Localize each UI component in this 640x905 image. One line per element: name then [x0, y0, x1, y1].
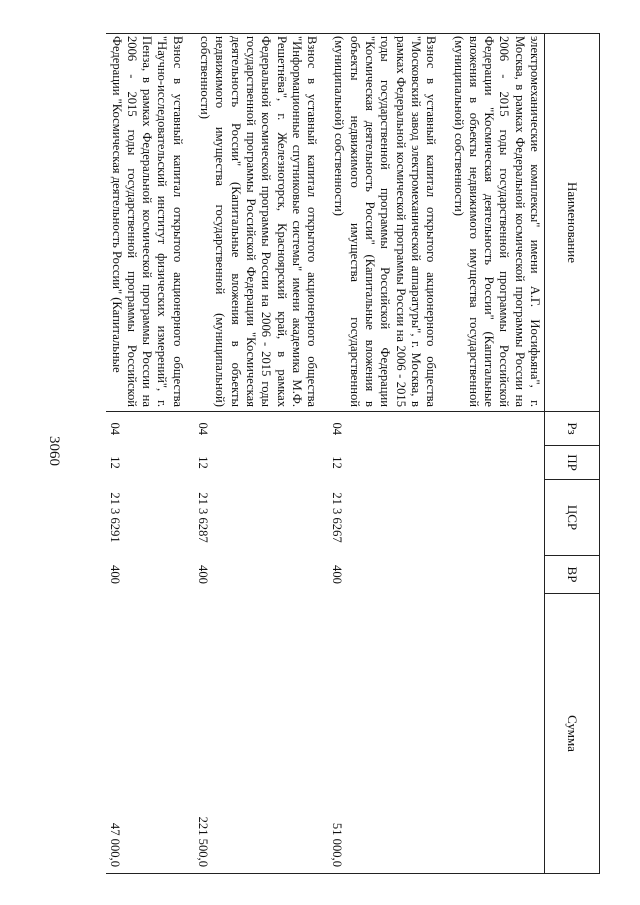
table-row — [448, 34, 544, 874]
header-name: Наименование — [545, 34, 600, 412]
table-row — [195, 34, 321, 874]
budget-table — [106, 33, 600, 874]
row-pr: 12 — [330, 456, 345, 469]
header-vr: ВР — [545, 556, 600, 594]
row-name: Взнос в уставный капитал открытого акционерного общества "Информационные спутниковые системы" имени академика М.Ф. Решетнёва", г. Железногорск, Красноярский край, в рамках Федеральной космической программы России на 2006 - 2015 годы государственной программы Российской Федерации "Космическая деятельность России" (Капитальные вложения в объекты недвижимого имущества государственной (муниципальной) собственности) — [195, 34, 321, 412]
row-name: Взнос в уставный капитал открытого акционерного общества "Научно-исследовательский институт физических измерений", г. Пенза, в рамках Федеральной космической программы России на 2006 - 2015 годы государственной программы Российской Федерации "Космическая деятельность России" (Капитальные — [106, 34, 186, 412]
row-rz: 04 — [196, 422, 211, 436]
row-vr: 400 — [107, 565, 122, 584]
row-pr: 12 — [107, 456, 122, 469]
page-number: 3060 — [46, 436, 62, 466]
table-row — [106, 34, 186, 874]
row-vr — [448, 556, 544, 594]
header-pr: ПР — [545, 446, 600, 480]
row-spacer — [440, 34, 448, 874]
row-csr: 21 3 6291 — [107, 492, 122, 543]
rotated-page-content — [40, 33, 600, 873]
row-rz: 04 — [107, 422, 122, 436]
row-csr: 21 3 6267 — [330, 492, 345, 543]
table-row — [329, 34, 440, 874]
row-csr — [448, 480, 544, 556]
header-csr: ЦСР — [545, 480, 600, 556]
row-vr: 400 — [330, 565, 345, 584]
row-rz — [448, 412, 544, 446]
header-sum: Сумма — [545, 594, 600, 874]
row-spacer — [187, 34, 195, 874]
row-rz: 04 — [330, 422, 345, 436]
row-vr: 400 — [196, 565, 211, 584]
row-sum: 51 000,0 — [329, 594, 440, 874]
table-header-row — [545, 34, 600, 874]
row-sum — [448, 594, 544, 874]
header-rz: Рз — [545, 412, 600, 446]
row-csr: 21 3 6287 — [196, 492, 211, 543]
row-sum: 47 000,0 — [106, 594, 186, 874]
row-pr — [448, 446, 544, 480]
row-pr: 12 — [196, 456, 211, 469]
row-sum: 221 500,0 — [195, 594, 321, 874]
row-name: электромеханические комплексы" имени А.Г. Иосифьяна", г. Москва, в рамках Федеральной космической программы России на 2006 - 2015 годы государственной программы Российской Федерации "Космическая деятельность России" (Капитальные вложения в объекты недвижимого имущества государственной (муниципальной) собственности) — [448, 34, 544, 412]
row-spacer — [321, 34, 329, 874]
row-name: Взнос в уставный капитал открытого акционерного общества "Московский завод электромеханической аппаратуры", г. Москва, в рамках Федеральной космической программы России на 2006 - 2015 годы государственной программы Российской Федерации "Космическая деятельность России" (Капитальные вложения в объекты недвижимого имущества государственной (муниципальной) собственности) — [329, 34, 440, 412]
